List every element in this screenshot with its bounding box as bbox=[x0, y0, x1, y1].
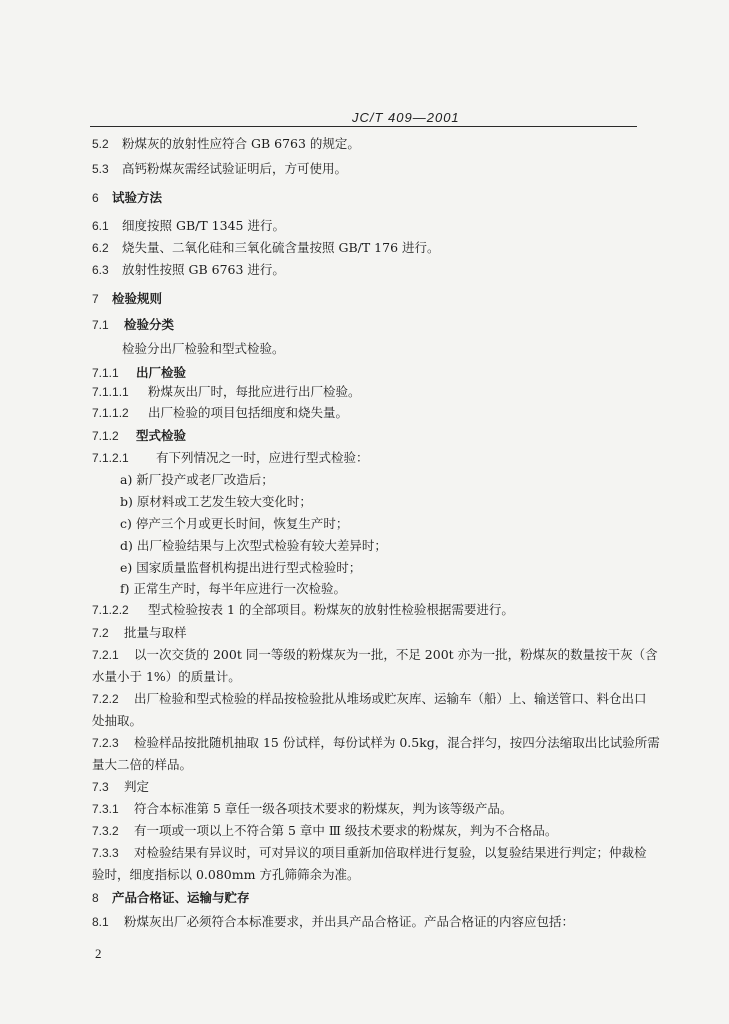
clause-number: 7.1 bbox=[92, 318, 109, 332]
clause-text: 出厂检验和型式检验的样品按检验批从堆场或贮灰库、运输车（船）上、输送管口、料仓出口 bbox=[134, 691, 647, 706]
section-number: 8 bbox=[92, 891, 99, 905]
clause-number: 7.2.3 bbox=[92, 736, 119, 750]
paragraph-text: 检验分出厂检验和型式检验。 bbox=[122, 341, 285, 356]
clause-number: 7.1.2.2 bbox=[92, 603, 129, 617]
standard-code-header: JC/T 409—2001 bbox=[352, 110, 460, 125]
clause-text: 有下列情况之一时，应进行型式检验： bbox=[156, 450, 369, 465]
clause-text-continued: 水量小于 1%）的质量计。 bbox=[92, 669, 241, 684]
clause-number: 5.3 bbox=[92, 162, 109, 176]
clause-number: 7.3.3 bbox=[92, 846, 119, 860]
clause-number: 6.3 bbox=[92, 263, 109, 277]
clause-text-continued: 验时，细度指标以 0.080mm 方孔筛筛余为准。 bbox=[92, 867, 360, 882]
clause-number: 6.2 bbox=[92, 241, 109, 255]
clause-title: 型式检验 bbox=[136, 428, 187, 443]
section-title: 产品合格证、运输与贮存 bbox=[112, 890, 250, 905]
clause-title: 出厂检验 bbox=[136, 365, 187, 380]
clause-number: 7.1.1.1 bbox=[92, 385, 129, 399]
section-title: 试验方法 bbox=[112, 190, 163, 205]
clause-text: 有一项或一项以上不符合第 5 章中 Ⅲ 级技术要求的粉煤灰，判为不合格品。 bbox=[134, 823, 558, 838]
clause-text: 符合本标准第 5 章任一级各项技术要求的粉煤灰，判为该等级产品。 bbox=[134, 801, 513, 816]
clause-text: 出厂检验的项目包括细度和烧失量。 bbox=[148, 405, 349, 420]
clause-number: 7.2 bbox=[92, 626, 109, 640]
clause-number: 7.3.1 bbox=[92, 802, 119, 816]
clause-text: 高钙粉煤灰需经试验证明后，方可使用。 bbox=[122, 161, 348, 176]
clause-number: 7.1.1.2 bbox=[92, 406, 129, 420]
list-item: c) 停产三个月或更长时间，恢复生产时； bbox=[120, 516, 349, 531]
clause-text: 粉煤灰出厂时，每批应进行出厂检验。 bbox=[148, 384, 361, 399]
clause-number: 7.3.2 bbox=[92, 824, 119, 838]
clause-number: 8.1 bbox=[92, 915, 109, 929]
section-title: 检验规则 bbox=[112, 291, 163, 306]
clause-text-continued: 量大二倍的样品。 bbox=[92, 757, 193, 772]
clause-number: 7.2.1 bbox=[92, 648, 119, 662]
clause-text: 烧失量、二氧化硅和三氧化硫含量按照 GB/T 176 进行。 bbox=[122, 240, 440, 255]
clause-text: 对检验结果有异议时，可对异议的项目重新加倍取样进行复验，以复验结果进行判定；仲裁检 bbox=[134, 845, 647, 860]
clause-number: 5.2 bbox=[92, 137, 109, 151]
list-item: b) 原材料或工艺发生较大变化时； bbox=[120, 494, 312, 509]
list-item: a) 新厂投产或老厂改造后； bbox=[120, 472, 274, 487]
clause-number: 7.3 bbox=[92, 780, 109, 794]
section-number: 6 bbox=[92, 191, 99, 205]
list-item: d) 出厂检验结果与上次型式检验有较大差异时； bbox=[120, 538, 387, 553]
clause-text: 放射性按照 GB 6763 进行。 bbox=[122, 262, 285, 277]
page-number: 2 bbox=[95, 946, 102, 961]
clause-number: 6.1 bbox=[92, 219, 109, 233]
header-rule bbox=[90, 126, 637, 127]
clause-title: 判定 bbox=[124, 779, 150, 794]
section-number: 7 bbox=[92, 292, 99, 306]
list-item: f) 正常生产时，每半年应进行一次检验。 bbox=[120, 581, 346, 596]
clause-text: 以一次交货的 200t 同一等级的粉煤灰为一批，不足 200t 亦为一批，粉煤灰的数量按干灰（含 bbox=[134, 647, 658, 662]
clause-number: 7.1.1 bbox=[92, 366, 119, 380]
clause-text: 型式检验按表 1 的全部项目。粉煤灰的放射性检验根据需要进行。 bbox=[148, 602, 514, 617]
list-item: e) 国家质量监督机构提出进行型式检验时； bbox=[120, 560, 362, 575]
clause-text: 粉煤灰的放射性应符合 GB 6763 的规定。 bbox=[122, 136, 360, 151]
clause-title: 批量与取样 bbox=[124, 625, 187, 640]
clause-title: 检验分类 bbox=[124, 317, 175, 332]
clause-number: 7.1.2.1 bbox=[92, 451, 129, 465]
clause-text: 检验样品按批随机抽取 15 份试样，每份试样为 0.5kg，混合拌匀，按四分法缩取出比试验所需 bbox=[134, 735, 660, 750]
clause-number: 7.2.2 bbox=[92, 692, 119, 706]
clause-text-continued: 处抽取。 bbox=[92, 713, 143, 728]
clause-text: 细度按照 GB/T 1345 进行。 bbox=[122, 218, 285, 233]
clause-number: 7.1.2 bbox=[92, 429, 119, 443]
clause-text: 粉煤灰出厂必须符合本标准要求，并出具产品合格证。产品合格证的内容应包括： bbox=[124, 914, 575, 929]
